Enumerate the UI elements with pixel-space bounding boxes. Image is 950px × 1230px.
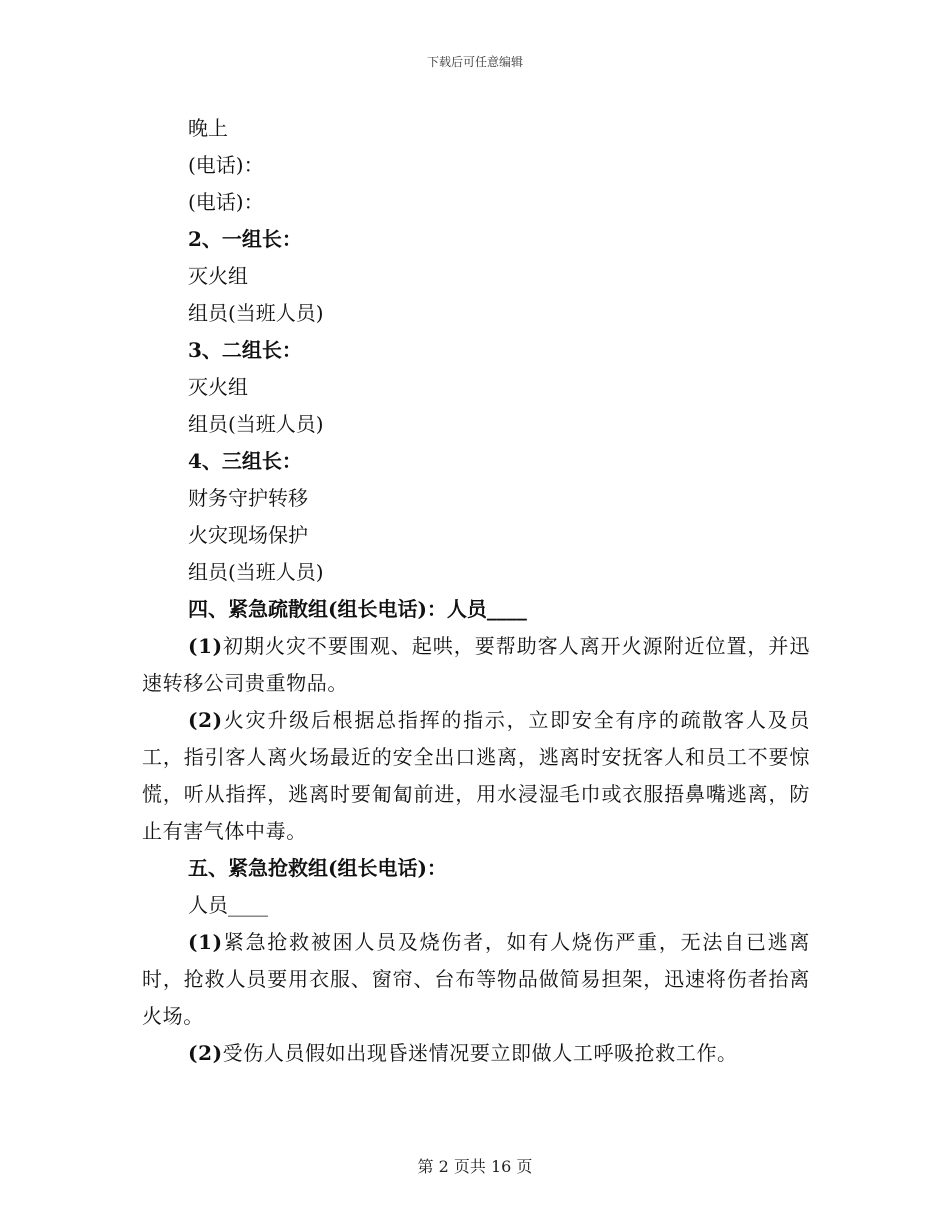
paragraph [142,628,810,702]
text-line: 组员(当班人员) [188,560,324,584]
text-line: 组员(当班人员) [188,301,324,325]
text-line: 灭火组 [188,375,248,399]
paragraph [142,1035,810,1072]
staff-line: 人员____ [188,893,268,917]
document-body [142,110,810,1072]
section-heading: 四、紧急疏散组(组长电话)：人员____ [188,597,527,621]
item-number: (1) [188,930,223,954]
paragraph-text: 紧急抢救被困人员及烧伤者，如有人烧伤严重，无法自已逃离时，抢救人员要用衣服、窗帘、台布等物品做简易担架，迅速将伤者抬离火场。 [142,930,810,1028]
item-number: (2) [188,708,223,732]
section-heading: 五、紧急抢救组(组长电话)： [188,856,447,880]
text-line: 火灾现场保护 [188,523,308,547]
text-line: (电话)： [188,153,264,177]
page-header: 下载后可任意编辑 [426,55,523,69]
paragraph [142,702,810,850]
paragraph-text: 受伤人员假如出现昏迷情况要立即做人工呼吸抢救工作。 [222,1041,738,1065]
paragraph-text: 初期火灾不要围观、起哄，要帮助客人离开火源附近位置，并迅速转移公司贵重物品。 [142,634,810,695]
text-line: 财务守护转移 [188,486,308,510]
item-number: (2) [188,1041,223,1065]
text-line: (电话)： [188,190,264,214]
text-line: 灭火组 [188,264,248,288]
page-footer: 第 2 页共 16 页 [417,1157,533,1176]
text-line: 3、二组长： [188,338,302,362]
paragraph [142,924,810,1035]
text-line: 2、一组长： [188,227,302,251]
text-line: 晚上 [188,116,228,140]
text-line: 组员(当班人员) [188,412,324,436]
text-line: 4、三组长： [188,449,302,473]
item-number: (1) [188,634,223,658]
paragraph-text: 火灾升级后根据总指挥的指示，立即安全有序的疏散客人及员工，指引客人离火场最近的安全出口逃离，逃离时安抚客人和员工不要惊慌，听从指挥，逃离时要匍匐前进，用水浸湿毛巾或衣服捂鼻嘴逃离，防止有害气体中毒。 [142,708,810,843]
